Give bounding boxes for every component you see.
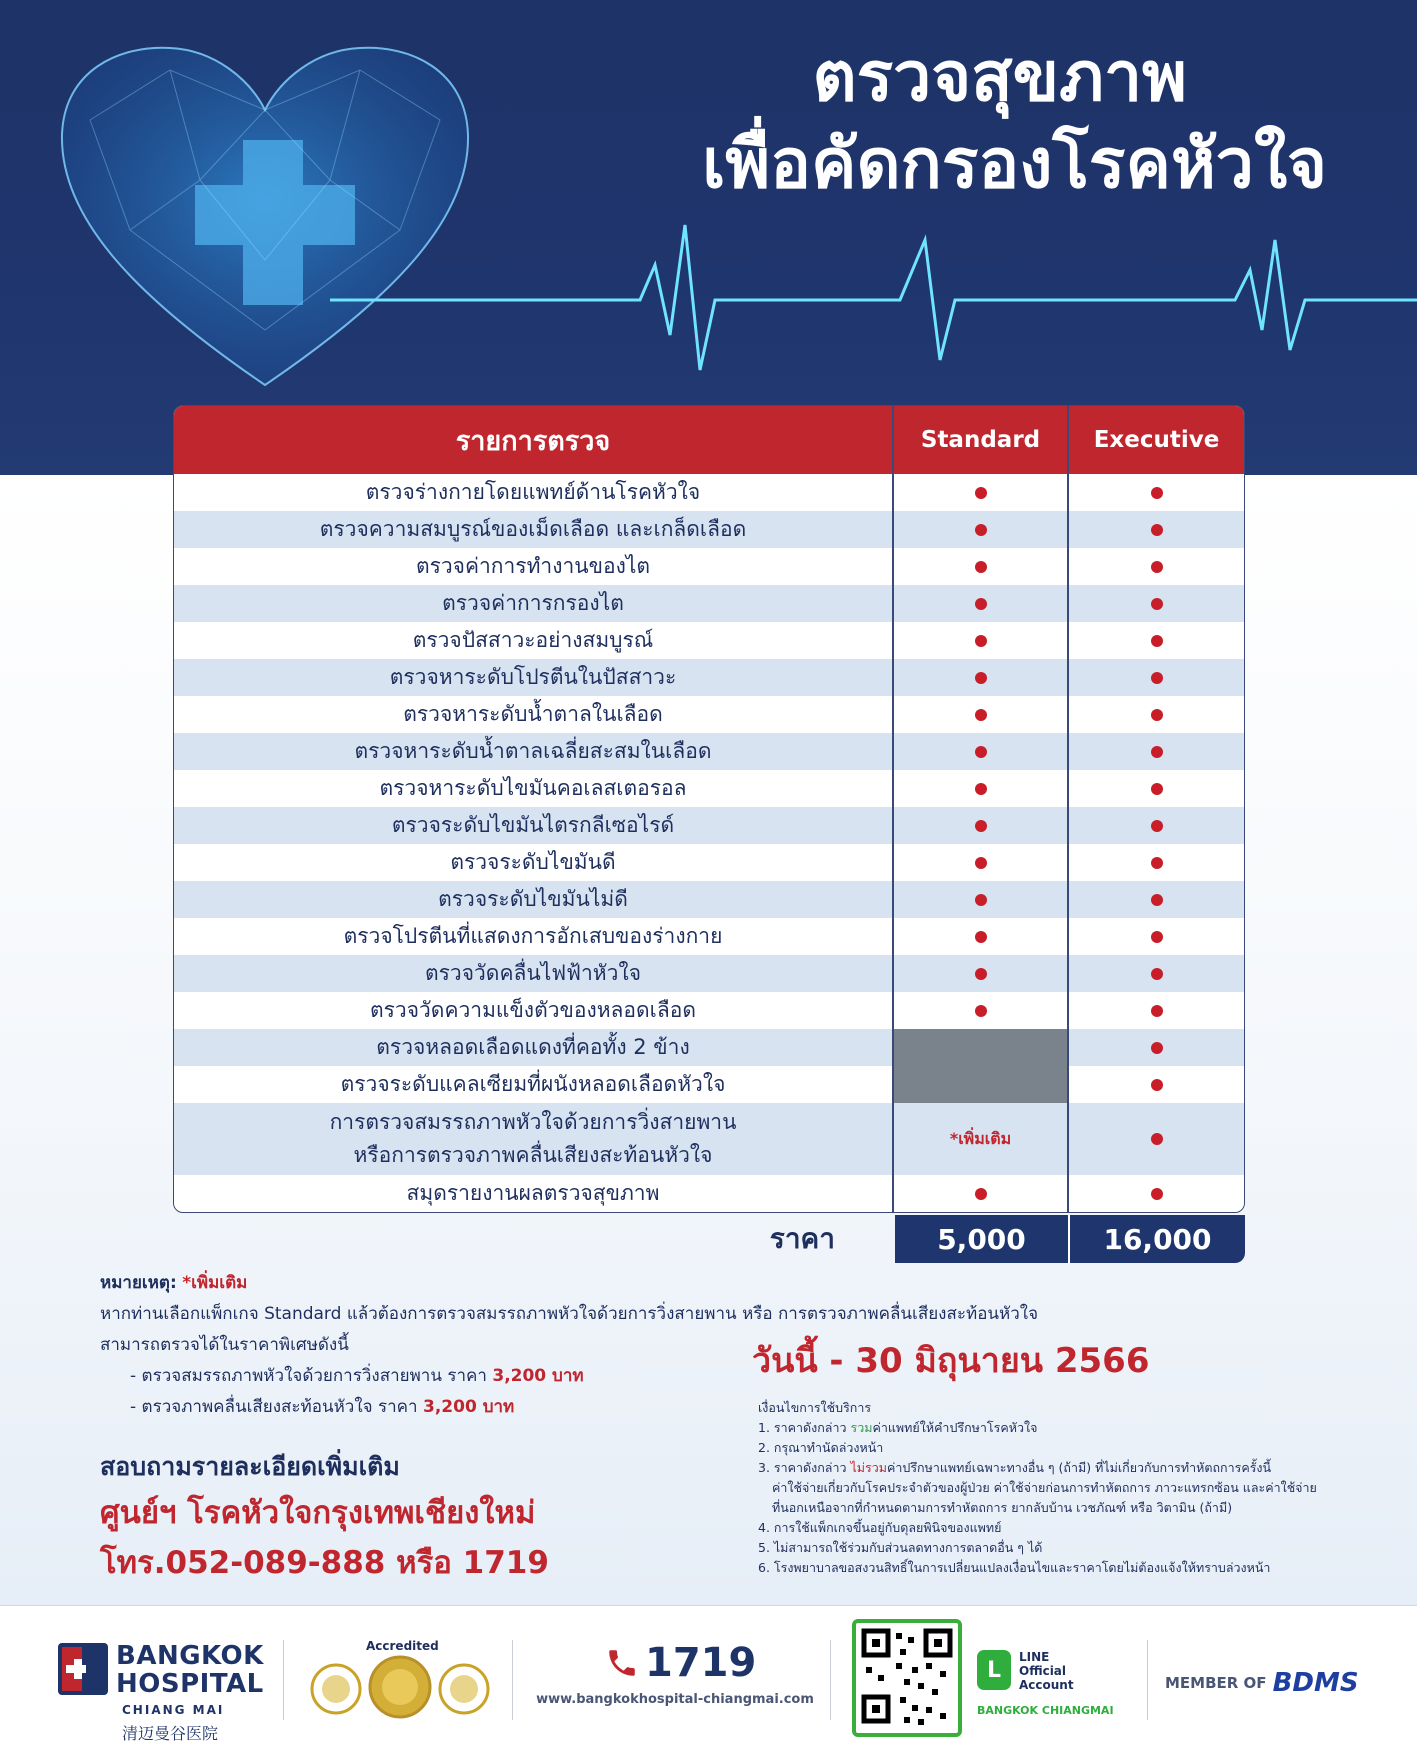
note-item-1: - ตรวจสมรรถภาพหัวใจด้วยการวิ่งสายพาน ราคา 3,200 บาท (130, 1366, 584, 1386)
ecg-line (330, 225, 1417, 370)
included-dot-icon (975, 598, 987, 610)
row-standard (894, 918, 1069, 955)
table-row (174, 955, 1244, 992)
table-body (174, 474, 1244, 1212)
row-item: ตรวจปัสสาวะอย่างสมบูรณ์ (174, 622, 894, 659)
row-standard (894, 696, 1069, 733)
row-item: ตรวจร่างกายโดยแพทย์ด้านโรคหัวใจ (174, 474, 894, 511)
included-dot-icon (1151, 783, 1163, 795)
row-standard (894, 844, 1069, 881)
included-dot-icon (1151, 931, 1163, 943)
included-dot-icon (975, 857, 987, 869)
row-executive (1069, 955, 1244, 992)
row-standard (894, 733, 1069, 770)
footer-divider (830, 1640, 831, 1720)
condition-5: 5. ไม่สามารถใช้ร่วมกับส่วนลดทางการตลาดอื่น ๆ ได้ (758, 1540, 1043, 1555)
bdms-logo: BDMS (1272, 1668, 1359, 1698)
included-dot-icon (975, 672, 987, 684)
included-dot-icon (975, 894, 987, 906)
table-row (174, 918, 1244, 955)
included-dot-icon (1151, 894, 1163, 906)
price-label: ราคา (769, 1222, 835, 1255)
condition-3: 3. ราคาดังกล่าว ไม่รวมค่าปรึกษาแพทย์เฉพาะทางอื่น ๆ (ถ้ามี) ที่ไม่เกี่ยวกับการทำหัตถการครั้งนี้ (758, 1460, 1272, 1475)
row-item: ตรวจหาระดับโปรตีนในปัสสาวะ (174, 659, 894, 696)
row-executive (1069, 696, 1244, 733)
table-row (174, 696, 1244, 733)
included-dot-icon (975, 1005, 987, 1017)
price-executive: 16,000 (1070, 1215, 1245, 1263)
condition-3-cont-2: ที่นอกเหนือจากที่กำหนดตามการทำหัตถการ ยากลับบ้าน เวชภัณฑ์ หรือ วิตามิน (ถ้ามี) (772, 1500, 1233, 1515)
included-dot-icon (975, 561, 987, 573)
included-dot-icon (1151, 1042, 1163, 1054)
row-item: ตรวจความสมบูรณ์ของเม็ดเลือด และเกล็ดเลือด (174, 511, 894, 548)
title-line-2: เพื่อคัดกรองโรคหัวใจ (702, 125, 1327, 204)
row-item: ตรวจวัดคลื่นไฟฟ้าหัวใจ (174, 955, 894, 992)
note-line-1: หากท่านเลือกแพ็กเกจ Standard แล้วต้องการตรวจสมรรถภาพหัวใจด้วยการวิ่งสายพาน หรือ การตรวจภาพคลื่นเสียงสะท้อนหัวใจ (100, 1304, 1039, 1324)
member-label: MEMBER OF (1165, 1674, 1267, 1692)
row-standard (894, 622, 1069, 659)
row-executive (1069, 1029, 1244, 1066)
accreditation-badges (300, 1637, 500, 1727)
table-row (174, 1103, 1244, 1175)
table-row (174, 770, 1244, 807)
included-dot-icon (1151, 524, 1163, 536)
row-item: ตรวจระดับแคลเซียมที่ผนังหลอดเลือดหัวใจ (174, 1066, 894, 1103)
row-standard (894, 585, 1069, 622)
contact-center: ศูนย์ฯ โรคหัวใจกรุงเทพเชียงใหม่ (100, 1495, 536, 1531)
row-executive (1069, 1175, 1244, 1212)
row-executive (1069, 1103, 1244, 1175)
condition-1: 1. ราคาดังกล่าว รวมค่าแพทย์ให้คำปรึกษาโรคหัวใจ (758, 1420, 1038, 1435)
row-item: สมุดรายงานผลตรวจสุขภาพ (174, 1175, 894, 1212)
qr-code-icon (856, 1623, 958, 1733)
condition-3-cont-1: ค่าใช้จ่ายเกี่ยวกับโรคประจำตัวของผู้ป่วย ค่าใช้จ่ายก่อนการทำหัตถการ ภาวะแทรกซ้อน และค่าใช้จ่าย (772, 1480, 1317, 1495)
included-dot-icon (975, 968, 987, 980)
included-dot-icon (1151, 1079, 1163, 1091)
row-executive (1069, 881, 1244, 918)
included-dot-icon (1151, 1133, 1163, 1145)
conditions (758, 1398, 1358, 1578)
row-executive (1069, 770, 1244, 807)
table-row (174, 585, 1244, 622)
row-standard (894, 659, 1069, 696)
table-row (174, 733, 1244, 770)
table-row (174, 1175, 1244, 1212)
hotline-number[interactable]: 1719 (605, 1640, 815, 1686)
included-dot-icon (1151, 746, 1163, 758)
included-dot-icon (975, 931, 987, 943)
included-dot-icon (1151, 487, 1163, 499)
award-badges-icon (300, 1637, 500, 1727)
included-dot-icon (975, 820, 987, 832)
row-item: ตรวจค่าการกรองไต (174, 585, 894, 622)
table-row (174, 511, 1244, 548)
row-executive (1069, 659, 1244, 696)
price-bar (173, 1215, 1245, 1263)
contact-block (100, 1446, 549, 1588)
row-executive (1069, 992, 1244, 1029)
line-icon: L (977, 1650, 1011, 1690)
table-header (174, 406, 1244, 474)
row-executive (1069, 585, 1244, 622)
table-row (174, 807, 1244, 844)
header-executive: Executive (1093, 427, 1220, 453)
logo-text-3: CHIANG MAI (122, 1703, 225, 1717)
included-dot-icon (975, 1188, 987, 1200)
title-line-1: ตรวจสุขภาพ (812, 38, 1187, 117)
header-standard: Standard (894, 406, 1069, 474)
logo-text-2: HOSPITAL (116, 1669, 264, 1699)
promo-date: วันนี้ - 30 มิถุนายน 2566 (752, 1341, 1150, 1381)
row-item: ตรวจหาระดับน้ำตาลเฉลี่ยสะสมในเลือด (174, 733, 894, 770)
footer-divider (1147, 1640, 1148, 1720)
qr-code[interactable] (852, 1619, 962, 1737)
hotline-block (535, 1640, 815, 1707)
line-brand: BANGKOK CHIANGMAI (977, 1704, 1114, 1717)
row-executive (1069, 548, 1244, 585)
price-standard: 5,000 (895, 1215, 1070, 1263)
hospital-logo-icon (58, 1643, 108, 1695)
row-item: ตรวจวัดความแข็งตัวของหลอดเลือด (174, 992, 894, 1029)
condition-2: 2. กรุณาทำนัดล่วงหน้า (758, 1440, 884, 1455)
row-executive (1069, 1066, 1244, 1103)
row-standard (894, 511, 1069, 548)
row-standard (894, 770, 1069, 807)
included-dot-icon (1151, 1005, 1163, 1017)
row-standard (894, 955, 1069, 992)
website-link[interactable]: www.bangkokhospital-chiangmai.com (536, 1692, 814, 1707)
included-dot-icon (1151, 1188, 1163, 1200)
row-item: ตรวจโปรตีนที่แสดงการอักเสบของร่างกาย (174, 918, 894, 955)
row-item: ตรวจค่าการทำงานของไต (174, 548, 894, 585)
contact-question: สอบถามรายละเอียดเพิ่มเติม (100, 1452, 400, 1481)
included-dot-icon (975, 746, 987, 758)
note-label: หมายเหตุ: (100, 1273, 177, 1293)
note-extra: *เพิ่มเติม (182, 1273, 248, 1293)
row-standard (894, 474, 1069, 511)
line-text: LINE Official Account (1019, 1650, 1074, 1692)
table-row (174, 844, 1244, 881)
hero-banner (0, 0, 1417, 475)
included-dot-icon (975, 524, 987, 536)
row-item: ตรวจระดับไขมันดี (174, 844, 894, 881)
member-of (1165, 1668, 1359, 1698)
row-item: ตรวจหาระดับไขมันคอเลสเตอรอล (174, 770, 894, 807)
table-row (174, 548, 1244, 585)
included-dot-icon (1151, 968, 1163, 980)
table-row (174, 881, 1244, 918)
header-item: รายการตรวจ (174, 406, 894, 474)
included-dot-icon (975, 783, 987, 795)
row-item: ตรวจหลอดเลือดแดงที่คอทั้ง 2 ข้าง (174, 1029, 894, 1066)
accredited-label: Accredited (366, 1639, 439, 1653)
row-executive (1069, 807, 1244, 844)
note-line-2: สามารถตรวจได้ในราคาพิเศษดังนี้ (100, 1335, 349, 1355)
row-executive (1069, 733, 1244, 770)
checkup-table (173, 405, 1245, 1213)
row-standard (894, 1103, 1069, 1175)
row-executive (1069, 622, 1244, 659)
row-executive (1069, 918, 1244, 955)
phone-icon (605, 1646, 639, 1680)
row-standard (894, 548, 1069, 585)
included-dot-icon (1151, 561, 1163, 573)
extra-label: *เพิ่มเติม (949, 1128, 1012, 1148)
table-row (174, 659, 1244, 696)
included-dot-icon (1151, 672, 1163, 684)
included-dot-icon (975, 487, 987, 499)
row-standard (894, 1029, 1069, 1066)
row-standard (894, 1175, 1069, 1212)
row-item: ตรวจหาระดับน้ำตาลในเลือด (174, 696, 894, 733)
included-dot-icon (1151, 598, 1163, 610)
footer-divider (512, 1640, 513, 1720)
table-row (174, 1066, 1244, 1103)
condition-4: 4. การใช้แพ็กเกจขึ้นอยู่กับดุลยพินิจของแพทย์ (758, 1520, 1002, 1535)
included-dot-icon (975, 709, 987, 721)
table-row (174, 622, 1244, 659)
table-row (174, 1029, 1244, 1066)
included-dot-icon (1151, 635, 1163, 647)
row-standard (894, 992, 1069, 1029)
conditions-title: เงื่อนไขการใช้บริการ (758, 1400, 872, 1415)
row-standard (894, 1066, 1069, 1103)
page-title (527, 36, 1327, 210)
contact-phone[interactable]: โทร.052-089-888 หรือ 1719 (100, 1545, 549, 1581)
row-standard (894, 807, 1069, 844)
row-executive (1069, 511, 1244, 548)
logo-text-4: 清迈曼谷医院 (122, 1724, 219, 1743)
logo-text-1: BANGKOK (116, 1641, 264, 1671)
footer-divider (283, 1640, 284, 1720)
row-item: ตรวจระดับไขมันไตรกลีเซอไรด์ (174, 807, 894, 844)
row-executive (1069, 474, 1244, 511)
note-item-2: - ตรวจภาพคลื่นเสียงสะท้อนหัวใจ ราคา 3,200 บาท (130, 1397, 515, 1417)
row-executive (1069, 844, 1244, 881)
included-dot-icon (1151, 709, 1163, 721)
condition-6: 6. โรงพยาบาลขอสงวนสิทธิ์ในการเปลี่ยนแปลงเงื่อนไขและราคาโดยไม่ต้องแจ้งให้ทราบล่วงหน้า (758, 1560, 1271, 1575)
row-standard (894, 881, 1069, 918)
table-row (174, 992, 1244, 1029)
row-item: ตรวจระดับไขมันไม่ดี (174, 881, 894, 918)
included-dot-icon (1151, 820, 1163, 832)
row-item: การตรวจสมรรถภาพหัวใจด้วยการวิ่งสายพาน หรือการตรวจภาพคลื่นเสียงสะท้อนหัวใจ (174, 1103, 894, 1175)
included-dot-icon (1151, 857, 1163, 869)
table-row (174, 474, 1244, 511)
included-dot-icon (975, 635, 987, 647)
